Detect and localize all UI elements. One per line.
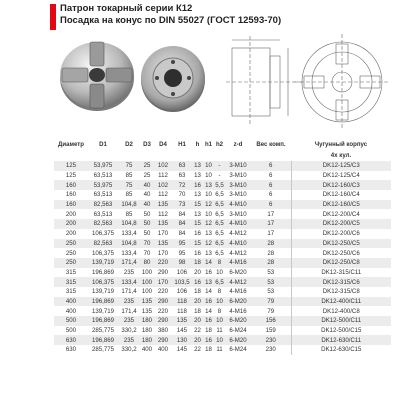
table-cell: DK12-315/C6 [291, 277, 391, 287]
table-cell: 156 [251, 316, 291, 326]
table-row [54, 297, 391, 307]
table-cell: 230 [251, 335, 291, 345]
col-header: Чугунный корпус [291, 139, 391, 151]
col-header: z-d [225, 139, 251, 151]
table-cell: 100 [141, 278, 153, 286]
table-cell: 15 [192, 200, 203, 210]
table-cell: DK12-630/C15 [291, 345, 391, 355]
table-row [54, 287, 391, 297]
table-cell: 13 [203, 248, 214, 258]
table-cell: 13 [203, 229, 214, 239]
table-cell: DK12-315/C11 [291, 268, 391, 278]
table-cell: 290 [154, 316, 172, 326]
table-cell: 12 [203, 200, 214, 210]
table-cell: 16 [203, 316, 214, 326]
col-header: D2 [118, 139, 140, 151]
table-cell: 50 [140, 229, 154, 239]
table-cell: 315 [54, 268, 88, 278]
col-header: D1 [88, 139, 118, 151]
table-cell: 235 [118, 316, 140, 326]
table-cell: 16 [192, 180, 203, 190]
table-cell: 15 [192, 219, 203, 229]
table-cell: DK12-630/C11 [291, 335, 391, 345]
table-cell: 20 [192, 268, 203, 278]
table-cell: 16 [203, 297, 214, 307]
table-cell: 72 [172, 180, 192, 190]
table-cell: 159 [251, 326, 291, 336]
table-cell: 250 [54, 258, 88, 268]
table-cell: 20 [192, 316, 203, 326]
table-cell: 16 [203, 335, 214, 345]
table-cell: DK12-400/C8 [291, 306, 391, 316]
table-cell: 196,869 [88, 268, 118, 278]
table-cell: 14 [203, 287, 214, 297]
table-cell: DK12-250/C6 [291, 248, 391, 258]
table-cell: 18 [192, 258, 203, 268]
page-title [60, 3, 281, 27]
table-cell: 100 [141, 288, 153, 296]
table-cell: 330,2 [118, 345, 140, 355]
table-cell: 6-М20 [225, 297, 251, 307]
table-cell: 139,719 [88, 306, 118, 316]
table-cell: 3-М10 [225, 180, 251, 190]
table-cell: DK12-250/C8 [291, 258, 391, 268]
table-row [54, 345, 391, 355]
table-cell: 104,8 [118, 219, 140, 229]
table-cell: 102 [154, 161, 172, 171]
table-cell: 16 [203, 268, 214, 278]
table-cell: 196,869 [88, 335, 118, 345]
table-cell: 70 [172, 190, 192, 200]
table-cell: 133,4 [118, 248, 140, 258]
table-cell: 16 [192, 248, 203, 258]
table-cell: 4-М12 [225, 277, 251, 287]
table-cell: 500 [54, 326, 88, 336]
table-cell: 75 [118, 161, 140, 171]
table-cell: 106 [172, 268, 192, 278]
table-cell: 95 [172, 248, 192, 258]
table-cell: 53,975 [88, 161, 118, 171]
col-header: h [192, 139, 203, 151]
table-cell: 290 [154, 297, 172, 307]
table-cell: 220 [154, 306, 172, 316]
table-cell: 170 [154, 277, 172, 287]
table-cell: DK12-200/C4 [291, 209, 391, 219]
table-cell: 18 [192, 287, 203, 297]
header [0, 0, 409, 140]
table-cell: 112 [154, 190, 172, 200]
table-cell: 40 [140, 190, 154, 200]
table-cell: 630 [54, 335, 88, 345]
table-cell: 6,5 [215, 278, 224, 286]
table-cell: DK12-125/C4 [291, 171, 391, 181]
table-cell: 50 [140, 209, 154, 219]
table-cell: 28 [251, 248, 291, 258]
table-cell: 25 [140, 161, 154, 171]
table-cell: 104,8 [118, 239, 140, 249]
table-cell: 285,775 [88, 345, 118, 355]
table-row [54, 335, 391, 345]
table-row [54, 200, 391, 210]
table-cell: 3-М10 [225, 209, 251, 219]
table-cell: DK12-125/C3 [291, 161, 391, 171]
table-cell: 135 [154, 239, 172, 249]
table-cell: 133,4 [118, 277, 140, 287]
table-cell: 85 [118, 171, 140, 181]
table-cell: 79 [251, 306, 291, 316]
table-cell: 22 [192, 345, 203, 355]
table-cell: 6,5 [215, 249, 224, 257]
table-cell: - [214, 171, 225, 181]
table-cell: 8 [214, 258, 225, 268]
table-cell: 250 [54, 248, 88, 258]
table-cell: 75 [118, 180, 140, 190]
table-cell: 20 [192, 297, 203, 307]
table-cell: 6-М20 [225, 316, 251, 326]
table-cell: 220 [154, 258, 172, 268]
title-line-2: Посадка на конус по DIN 55027 (ГОСТ 12593-70) [60, 15, 282, 26]
table-cell: 70 [140, 248, 154, 258]
table-cell: 4-М10 [225, 239, 251, 249]
table-cell: 235 [118, 297, 140, 307]
table-cell: 106,375 [88, 229, 118, 239]
table-cell: - [214, 161, 225, 171]
table-cell: 400 [54, 306, 88, 316]
table-cell: 53 [251, 268, 291, 278]
table-cell: 63 [172, 161, 192, 171]
table-cell: 125 [54, 171, 88, 181]
subheader-row [54, 151, 391, 161]
table-cell: 18 [203, 326, 214, 336]
table-cell: 10 [214, 297, 225, 307]
table-row [54, 190, 391, 200]
table-cell: 18 [203, 345, 214, 355]
table-cell: 40 [140, 180, 154, 190]
table-cell: 400 [141, 346, 153, 354]
table-cell: 6,5 [215, 239, 224, 247]
table-cell: 118 [172, 297, 192, 307]
table-cell: 80 [140, 258, 154, 268]
table-cell: 12 [203, 239, 214, 249]
table-cell: 82,563 [88, 200, 118, 210]
table-cell: 13 [203, 180, 214, 190]
col-header: Диаметр [54, 139, 88, 151]
col-header: D4 [154, 139, 172, 151]
chuck-back-photo [138, 44, 208, 114]
table-cell: 10 [203, 209, 214, 219]
table-cell: 500 [54, 316, 88, 326]
table-cell: 28 [251, 258, 291, 268]
table-cell: 160 [54, 200, 88, 210]
table-cell: 63,513 [88, 190, 118, 200]
table-row [54, 239, 391, 249]
spec-table-container [54, 139, 391, 355]
table-cell: DK12-160/C5 [291, 200, 391, 210]
table-row [54, 161, 391, 171]
table-cell: 106,375 [88, 277, 118, 287]
table-cell: 400 [154, 345, 172, 355]
table-row [54, 277, 391, 287]
table-cell: 6-М20 [225, 335, 251, 345]
table-cell: 196,869 [88, 297, 118, 307]
table-cell: 315 [54, 277, 88, 287]
table-cell: 400 [54, 297, 88, 307]
table-cell: 6,5 [215, 201, 224, 209]
table-cell: 145 [172, 326, 192, 336]
table-cell: DK12-500/C11 [291, 316, 391, 326]
table-cell: 13 [192, 171, 203, 181]
table-cell: 63 [172, 171, 192, 181]
table-cell: 6-М24 [225, 326, 251, 336]
table-cell: 4-М16 [225, 306, 251, 316]
table-cell: 3-М10 [225, 171, 251, 181]
table-cell: 196,869 [88, 316, 118, 326]
title-line-1: Патрон токарный серии К12 [60, 3, 193, 14]
table-cell: 145 [172, 345, 192, 355]
table-cell: 12 [203, 219, 214, 229]
table-cell: 10 [214, 335, 225, 345]
table-cell: 290 [154, 335, 172, 345]
table-cell: 171,4 [118, 306, 140, 316]
table-cell: 70 [140, 239, 154, 249]
col-subheader: 4х кул. [291, 151, 391, 161]
table-cell: 10 [203, 171, 214, 181]
table-cell: 106,375 [88, 248, 118, 258]
table-cell: 16 [192, 277, 203, 287]
table-cell: 220 [154, 287, 172, 297]
table-cell: 171,4 [118, 287, 140, 297]
table-cell: 6 [251, 171, 291, 181]
table-cell: 133,4 [118, 229, 140, 239]
table-cell: 235 [118, 268, 140, 278]
table-cell: 10 [214, 316, 225, 326]
table-row [54, 171, 391, 181]
table-cell: 106 [172, 287, 192, 297]
table-cell: 285,775 [88, 326, 118, 336]
col-header: h2 [214, 139, 225, 151]
table-cell: 630 [54, 345, 88, 355]
table-cell: 6-М20 [225, 268, 251, 278]
table-cell: DK12-315/C8 [291, 287, 391, 297]
table-cell: 22 [192, 326, 203, 336]
table-cell: 53 [251, 287, 291, 297]
table-cell: 4-М12 [225, 229, 251, 239]
table-body [54, 161, 391, 355]
table-cell: 130 [172, 335, 192, 345]
table-cell: 380 [154, 326, 172, 336]
table-cell: 25 [140, 171, 154, 181]
table-cell: 10 [203, 161, 214, 171]
spec-table [54, 139, 391, 355]
table-cell: 102 [154, 180, 172, 190]
table-cell: 330,2 [118, 326, 140, 336]
table-cell: 290 [154, 268, 172, 278]
table-cell: 200 [54, 219, 88, 229]
table-cell: 18 [192, 306, 203, 316]
table-cell: 230 [251, 345, 291, 355]
table-cell: 15 [192, 239, 203, 249]
table-cell: 40 [140, 200, 154, 210]
table-row [54, 316, 391, 326]
table-cell: DK12-250/C5 [291, 239, 391, 249]
table-cell: 14 [203, 258, 214, 268]
table-row [54, 180, 391, 190]
table-cell: 200 [54, 209, 88, 219]
table-cell: 235 [118, 335, 140, 345]
table-cell: 170 [154, 248, 172, 258]
table-row [54, 326, 391, 336]
table-cell: 180 [141, 336, 153, 344]
table-cell: 4-М12 [225, 248, 251, 258]
col-header: H1 [172, 139, 192, 151]
table-cell: 50 [140, 219, 154, 229]
table-cell: 139,719 [88, 258, 118, 268]
table-cell: 6,5 [215, 220, 224, 228]
col-header: Вес комп. [251, 139, 291, 151]
table-cell: 135 [141, 297, 153, 305]
table-cell: 79 [251, 297, 291, 307]
table-cell: 10 [214, 268, 225, 278]
table-cell: 13 [192, 190, 203, 200]
table-cell: 118 [172, 306, 192, 316]
technical-drawing [222, 26, 394, 138]
table-cell: 104,8 [118, 200, 140, 210]
table-cell: 171,4 [118, 258, 140, 268]
table-cell: 28 [251, 239, 291, 249]
table-cell: 139,719 [88, 287, 118, 297]
table-cell: 73 [172, 200, 192, 210]
chuck-front-photo [58, 36, 136, 114]
table-cell: 6-М24 [225, 345, 251, 355]
table-cell: 4-М16 [225, 287, 251, 297]
table-cell: DK12-200/C5 [291, 219, 391, 229]
table-cell: 135 [154, 200, 172, 210]
table-row [54, 248, 391, 258]
table-cell: 17 [251, 209, 291, 219]
table-cell: 6,5 [215, 191, 224, 199]
table-cell: 170 [154, 229, 172, 239]
table-cell: 20 [192, 335, 203, 345]
table-cell: DK12-400/C11 [291, 297, 391, 307]
table-cell: 82,563 [88, 239, 118, 249]
accent-bar [50, 4, 56, 30]
table-cell: 125 [54, 161, 88, 171]
table-cell: 180 [141, 317, 153, 325]
table-cell: 103,5 [172, 277, 192, 287]
table-cell: 4-М10 [225, 200, 251, 210]
table-cell: 85 [118, 190, 140, 200]
table-cell: 84 [172, 219, 192, 229]
table-cell: 4-М10 [225, 219, 251, 229]
table-cell: 250 [54, 239, 88, 249]
header-row [54, 139, 391, 151]
table-cell: 11 [214, 326, 225, 336]
table-cell: 17 [251, 229, 291, 239]
table-cell: 8 [214, 287, 225, 297]
table-row [54, 268, 391, 278]
table-cell: 5,5 [215, 181, 224, 189]
table-cell: 6 [251, 190, 291, 200]
table-cell: 85 [118, 209, 140, 219]
table-cell: 84 [172, 229, 192, 239]
col-header: D3 [140, 139, 154, 151]
table-cell: 112 [154, 171, 172, 181]
table-cell: 53,975 [88, 180, 118, 190]
table-cell: 315 [54, 287, 88, 297]
table-cell: 6 [251, 200, 291, 210]
table-cell: 63,513 [88, 209, 118, 219]
table-cell: 160 [54, 180, 88, 190]
table-cell: 3-М10 [225, 161, 251, 171]
table-cell: 53 [251, 277, 291, 287]
table-cell: DK12-500/C15 [291, 326, 391, 336]
table-cell: 100 [141, 268, 153, 276]
table-cell: 6,5 [215, 210, 224, 218]
table-cell: 84 [172, 209, 192, 219]
table-cell: 13 [192, 161, 203, 171]
table-cell: 11 [214, 345, 225, 355]
table-cell: 112 [154, 209, 172, 219]
table-row [54, 219, 391, 229]
table-cell: DK12-160/C3 [291, 180, 391, 190]
table-cell: 135 [172, 316, 192, 326]
table-cell: 82,563 [88, 219, 118, 229]
table-cell: 10 [203, 190, 214, 200]
table-cell: 63,513 [88, 171, 118, 181]
table-cell: 6,5 [215, 230, 224, 238]
table-row [54, 209, 391, 219]
table-cell: 3-М10 [225, 190, 251, 200]
table-cell: 6 [251, 180, 291, 190]
table-cell: 17 [251, 219, 291, 229]
table-cell: 6 [251, 161, 291, 171]
table-row [54, 229, 391, 239]
table-cell: DK12-160/C4 [291, 190, 391, 200]
table-cell: 13 [192, 209, 203, 219]
table-cell: 200 [54, 229, 88, 239]
table-cell: 14 [203, 306, 214, 316]
table-cell: 13 [203, 277, 214, 287]
table-row [54, 258, 391, 268]
col-header: h1 [203, 139, 214, 151]
table-cell: 180 [141, 327, 153, 335]
table-cell: 95 [172, 239, 192, 249]
table-row [54, 306, 391, 316]
table-cell: 160 [54, 190, 88, 200]
table-cell: 8 [214, 306, 225, 316]
table-cell: DK12-200/C6 [291, 229, 391, 239]
table-cell: 16 [192, 229, 203, 239]
table-cell: 98 [172, 258, 192, 268]
table-cell: 135 [141, 307, 153, 315]
table-cell: 4-М16 [225, 258, 251, 268]
table-cell: 135 [154, 219, 172, 229]
